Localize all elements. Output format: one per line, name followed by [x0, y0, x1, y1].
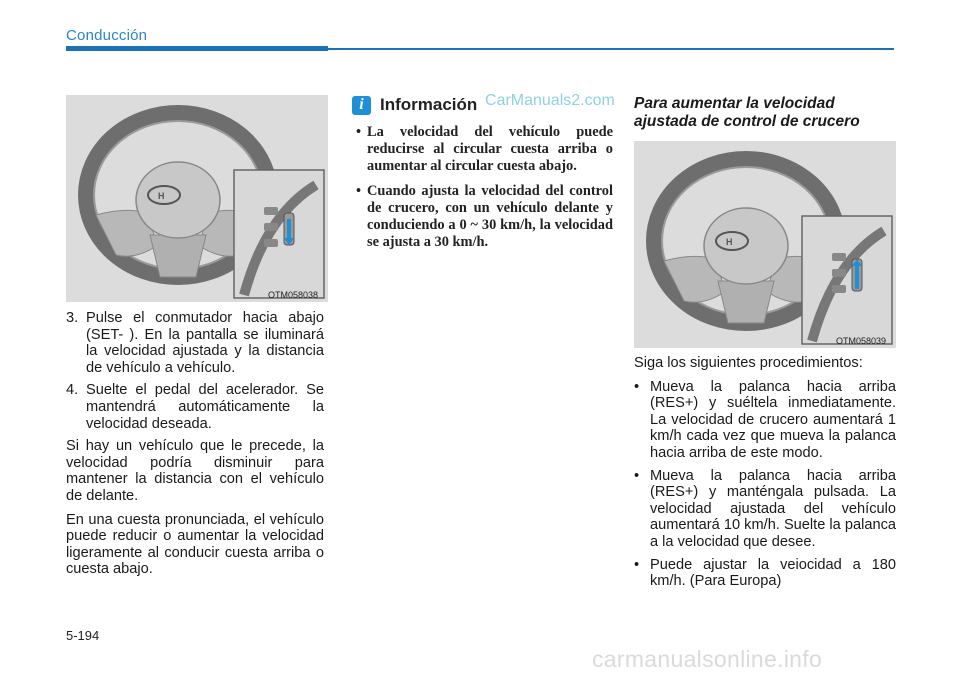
steering-wheel-figure-left	[66, 95, 328, 302]
info-item	[356, 183, 613, 252]
steering-wheel-figure-right	[634, 141, 896, 348]
figure-code-left: OTM058038	[268, 290, 319, 300]
step-text: Pulse el conmutador hacia abajo (SET- ). En la pantalla se iluminará la velocidad ajustada y la distancia de vehículo a vehículo.	[86, 310, 324, 376]
procedure-text: Mueva la palanca hacia arriba (RES+) y suéltela inmediatamente. La velocidad de crucero aumentará 1 km/h cada vez que mueva la palanca hacia arriba de este modo.	[650, 378, 896, 461]
procedure-item	[634, 379, 896, 462]
step-item	[66, 382, 324, 432]
bullet: •	[634, 467, 640, 484]
intro-text: Siga los siguientes procedimientos:	[634, 355, 863, 371]
step-number: 3.	[66, 310, 79, 326]
info-item	[356, 124, 613, 176]
bullet: •	[356, 182, 362, 199]
steering-wheel-illustration	[634, 141, 896, 348]
procedure-item	[634, 468, 896, 551]
procedure-item	[634, 557, 896, 590]
left-column	[66, 310, 324, 585]
info-icon: i	[352, 96, 371, 115]
watermark-footer: carmanualsonline.info	[592, 646, 823, 672]
step-number: 4.	[66, 382, 79, 399]
info-list	[356, 124, 613, 258]
figure-code-right: OTM058039	[836, 336, 887, 346]
section-title: Conducción	[66, 27, 148, 44]
info-heading	[352, 95, 477, 115]
svg-text:H: H	[726, 237, 733, 247]
step-item	[66, 310, 324, 376]
paragraph: En una cuesta pronunciada, el vehículo puede reducir o aumentar la velocidad ligeramente al conducir cuesta arriba o cuesta abajo.	[66, 511, 324, 578]
paragraph: Si hay un vehículo que le precede, la velocidad podría disminuir para mantener la distancia con el vehículo de delante.	[66, 438, 324, 504]
steering-wheel-illustration	[66, 95, 328, 302]
info-item-text: Cuando ajusta la velocidad del control de crucero, con un vehículo delante y conduciendo a 0 ~ 30 km/h, la velocidad se ajusta a 30 km/h.	[367, 182, 613, 251]
header-rule-thin	[328, 48, 894, 50]
subsection-heading: Para aumentar la velocidad ajustada de control de crucero	[634, 95, 860, 130]
step-text: Suelte el pedal del acelerador. Se mantendrá automáticamente la velocidad deseada.	[86, 382, 324, 432]
page-number: 5-194	[66, 628, 100, 643]
procedure-text: Mueva la palanca hacia arriba (RES+) y manténgala pulsada. La velocidad ajustada del vehículo aumentará 10 km/h. Suelte la palanca a la velocidad que desee.	[650, 467, 896, 550]
info-item-text: La velocidad del vehículo puede reducirse al circular cuesta arriba o aumentar al circular cuesta abajo.	[367, 124, 613, 175]
bullet: •	[634, 378, 640, 395]
watermark-top: CarManuals2.com	[485, 92, 615, 109]
procedure-text: Puede ajustar la veiocidad a 180 km/h. (Para Europa)	[650, 556, 896, 590]
info-title: Información	[380, 95, 478, 114]
svg-text:H: H	[158, 191, 165, 201]
bullet: •	[634, 556, 640, 573]
bullet: •	[356, 124, 362, 140]
header-rule-thick	[66, 46, 328, 51]
right-column	[634, 355, 896, 596]
